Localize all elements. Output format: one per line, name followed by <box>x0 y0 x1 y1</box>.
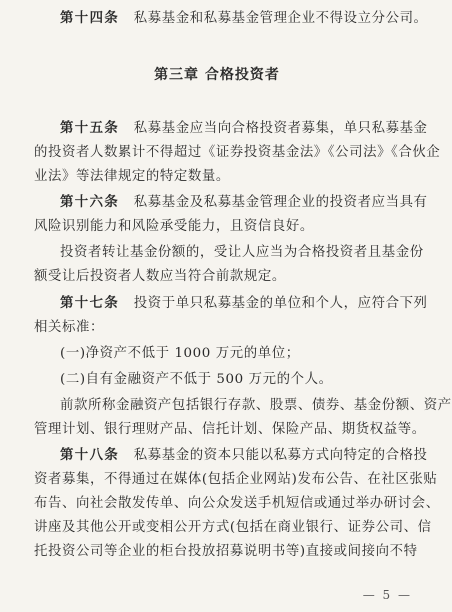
article-15-text-1: 私募基金应当向合格投资者募集，单只私募基金 <box>133 121 428 136</box>
article-17-text-1: 投资于单只私募基金的单位和个人，应符合下列 <box>133 296 428 311</box>
article-16-text-1: 私募基金及私募基金管理企业的投资者应当具有 <box>133 195 428 210</box>
article-15-line-1 <box>60 119 428 139</box>
article-18-line-5: 托投资公司等企业的柜台投放招募说明书等)直接或间接向不特 <box>34 544 418 559</box>
article-15-label: 第十五条 <box>60 121 120 136</box>
article-15-line-2: 的投资者人数累计不得超过《证券投资基金法》《公司法》《合伙企 <box>34 145 441 160</box>
article-15-line-3: 业法》等法律规定的特定数量。 <box>34 169 230 184</box>
article-16-line-2: 风险识别能力和风险承受能力，且资信良好。 <box>34 219 314 234</box>
article-17-para-2-line-1: 前款所称金融资产包括银行存款、股票、债券、基金份额、资产 <box>60 398 452 413</box>
article-18-line-1 <box>60 446 428 466</box>
article-16-para-2-line-1: 投资者转让基金份额的，受让人应当为合格投资者且基金份 <box>60 245 424 260</box>
article-14-label: 第十四条 <box>60 11 120 26</box>
article-16-label: 第十六条 <box>60 195 120 210</box>
article-14-text: 私募基金和私募基金管理企业不得设立分公司。 <box>133 11 428 26</box>
article-17-item-2: (二)自有金融资产不低于 500 万元的个人。 <box>60 372 333 387</box>
page-number: — 5 — <box>362 588 412 602</box>
chapter-3-title: 第三章 合格投资者 <box>154 67 280 83</box>
article-18-text-1: 私募基金的资本只能以私募方式向特定的合格投 <box>133 448 428 463</box>
article-18-line-4: 讲座及其他公开或变相公开方式(包括在商业银行、证券公司、信 <box>34 520 432 535</box>
article-17-para-2-line-2: 管理计划、银行理财产品、信托计划、保险产品、期货权益等。 <box>34 422 426 437</box>
article-17-line-2: 相关标准： <box>34 320 104 335</box>
article-16-para-2-line-2: 额受让后投资者人数应当符合前款规定。 <box>34 269 286 284</box>
article-17-label: 第十七条 <box>60 296 120 311</box>
article-18-label: 第十八条 <box>60 448 120 463</box>
article-17-item-1: (一)净资产不低于 1000 万元的单位； <box>60 346 300 361</box>
article-18-line-3: 布告、向社会散发传单、向公众发送手机短信或通过举办研讨会、 <box>34 496 440 511</box>
article-14 <box>60 9 428 29</box>
article-17-line-1 <box>60 294 428 314</box>
article-16-line-1 <box>60 193 428 213</box>
article-18-line-2: 资者募集，不得通过在媒体(包括企业网站)发布公告、在社区张贴 <box>34 472 438 487</box>
